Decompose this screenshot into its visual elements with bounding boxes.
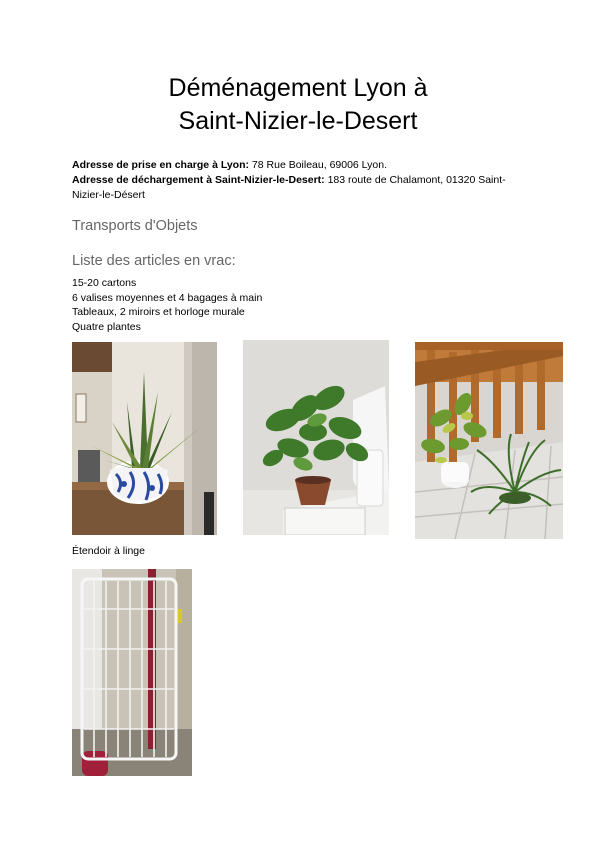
drying-rack-photo (72, 569, 192, 776)
drying-rack-caption: Étendoir à linge (72, 545, 145, 557)
dropoff-value: 183 route de Chalamont, 01320 Saint-Nizier-le-Désert (72, 174, 506, 201)
dropoff-label: Adresse de déchargement à Saint-Nizier-le-Desert: (72, 174, 325, 186)
list-item: Quatre plantes (72, 320, 141, 333)
snake-plant-photo (72, 342, 217, 535)
document-title (0, 72, 596, 138)
dropoff-address (72, 173, 532, 203)
pickup-value: 78 Rue Boileau, 69006 Lyon. (249, 159, 387, 171)
section-heading-transports: Transports d'Objets (72, 218, 198, 234)
title-line-1: Déménagement Lyon à (168, 74, 428, 102)
section-heading-item-list: Liste des articles en vrac: (72, 253, 236, 269)
list-item: 15-20 cartons (72, 277, 137, 289)
pothos-plant-photo (243, 340, 389, 535)
addresses-block (72, 158, 532, 203)
list-item: 6 valises moyennes et 4 bagages à main (72, 291, 263, 304)
item-list (72, 276, 262, 334)
title-line-2: Saint-Nizier-le-Desert (178, 107, 418, 135)
pickup-address (72, 158, 532, 173)
staircase-plants-photo (415, 342, 563, 539)
pickup-label: Adresse de prise en charge à Lyon: (72, 159, 250, 171)
list-item: Tableaux, 2 miroirs et horloge murale (72, 306, 245, 319)
